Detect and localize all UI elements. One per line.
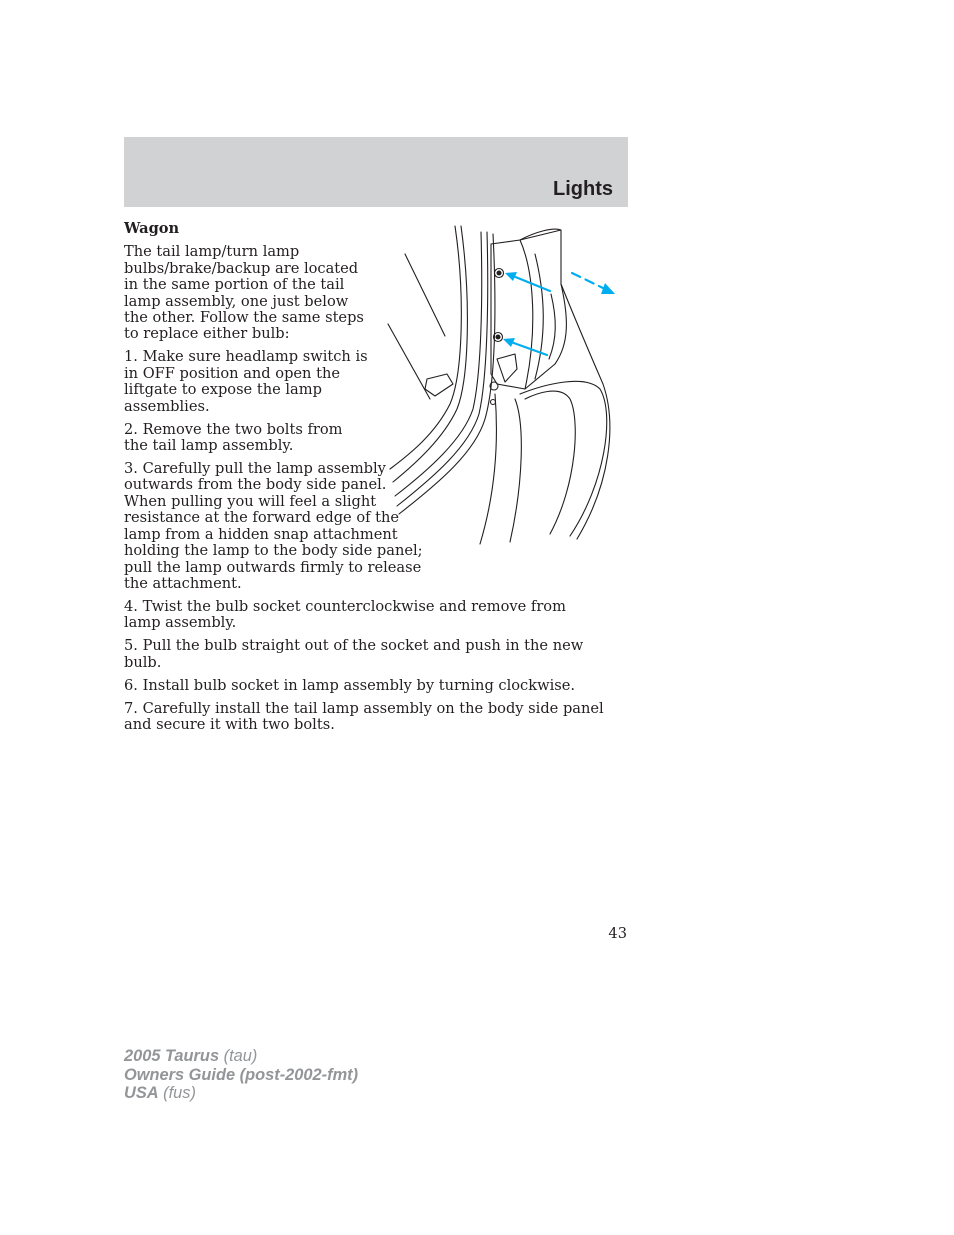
page-number: 43	[608, 925, 627, 942]
footer-model-code: (tau)	[223, 1047, 258, 1065]
subsection-heading: Wagon	[124, 220, 180, 237]
tail-lamp-illustration	[385, 224, 620, 546]
intro-paragraph: The tail lamp/turn lamp bulbs/brake/backup are located in the same portion of the tail lamp assembly, one just below the other. Follow the same steps to replace either bulb:	[124, 243, 364, 343]
footer-model: 2005 Taurus	[124, 1047, 220, 1065]
footer-line-3	[124, 1084, 358, 1103]
step-5: 5. Pull the bulb straight out of the socket and push in the new bulb.	[124, 637, 584, 671]
step-4: 4. Twist the bulb socket counterclockwise and remove from lamp assembly.	[124, 597, 566, 632]
footer-market-code: (fus)	[163, 1084, 196, 1103]
footer-line-2: Owners Guide (post-2002-fmt)	[124, 1065, 359, 1084]
step-6: 6. Install bulb socket in lamp assembly by turning clockwise.	[124, 676, 575, 694]
footer-line-1	[124, 1047, 358, 1066]
section-title: Lights	[553, 178, 613, 200]
step-1: 1. Make sure headlamp switch is in OFF position and open the liftgate to expose the lamp assemblies.	[124, 348, 368, 415]
step-2: 2. Remove the two bolts from the tail lamp assembly.	[124, 420, 343, 455]
section-header-bar	[124, 137, 628, 207]
step-7: 7. Carefully install the tail lamp assembly on the body side panel and secure it with two bolts.	[124, 699, 604, 734]
document-footer	[124, 1047, 358, 1103]
step-3: 3. Carefully pull the lamp assembly outwards from the body side panel. When pulling you will feel a slight resistance at the forward edge of the lamp from a hidden snap attachment holding the lamp to the body side panel; pull the lamp outwards firmly to release the attachment.	[124, 460, 423, 592]
footer-market: USA	[124, 1084, 159, 1103]
